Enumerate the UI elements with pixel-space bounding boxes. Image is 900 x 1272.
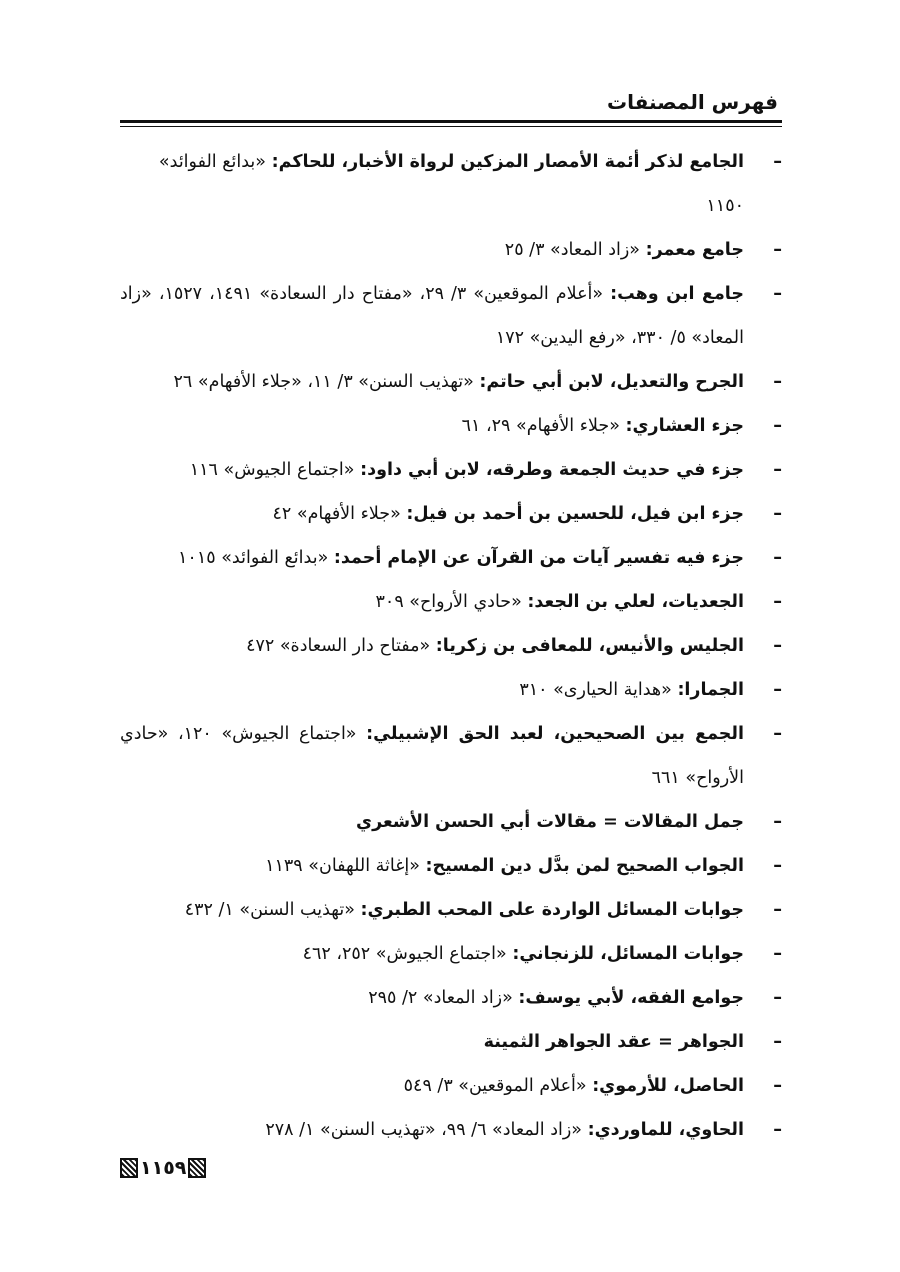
entry-dash: – xyxy=(773,900,782,920)
entry-refs: «إغاثة اللهفان» ١١٣٩ xyxy=(265,856,420,876)
entry-title: الجواهر = عقد الجواهر الثمينة xyxy=(483,1032,744,1052)
index-entry xyxy=(120,668,782,712)
entry-title: الجمع بين الصحيحين، لعبد الحق الإشبيلي: xyxy=(366,724,744,744)
entry-refs: «جلاء الأفهام» ٢٩، ٦١ xyxy=(461,416,620,436)
entry-refs: «بدائع الفوائد» ١١٥٠ xyxy=(158,152,744,216)
entry-refs: «أعلام الموقعين» ٣/ ٢٩، «مفتاح دار السعادة» ١٤٩١، ١٥٢٧، «زاد المعاد» ٥/ ٣٣٠، «رفع اليدين» ١٧٢ xyxy=(120,284,744,348)
entry-dash: – xyxy=(773,416,782,436)
entry-refs: «حادي الأرواح» ٣٠٩ xyxy=(375,592,522,612)
entry-title: جمل المقالات = مقالات أبي الحسن الأشعري xyxy=(356,812,744,832)
index-entry xyxy=(120,404,782,448)
page-number-block xyxy=(120,1155,206,1181)
entry-dash: – xyxy=(773,240,782,260)
entry-title: الجمارا: xyxy=(677,680,744,700)
entry-dash: – xyxy=(773,548,782,568)
entry-dash: – xyxy=(773,372,782,392)
entry-title: الجعديات، لعلي بن الجعد: xyxy=(527,592,744,612)
index-entry xyxy=(120,448,782,492)
entry-title: جوابات المسائل الواردة على المحب الطبري: xyxy=(360,900,744,920)
entry-title: الحاصل، للأرموي: xyxy=(592,1076,744,1096)
page-header xyxy=(120,88,782,127)
index-entry xyxy=(120,712,782,800)
entry-title: الحاوي، للماوردي: xyxy=(587,1120,744,1140)
entry-refs: «زاد المعاد» ٦/ ٩٩، «تهذيب السنن» ١/ ٢٧٨ xyxy=(265,1120,583,1140)
index-entry xyxy=(120,1064,782,1108)
index-entry xyxy=(120,1020,782,1064)
entry-dash: – xyxy=(773,724,782,744)
entry-refs: «مفتاح دار السعادة» ٤٧٢ xyxy=(246,636,431,656)
ornament-icon xyxy=(188,1158,206,1178)
entry-dash: – xyxy=(773,504,782,524)
index-entry xyxy=(120,536,782,580)
entry-refs: «هداية الحيارى» ٣١٠ xyxy=(519,680,672,700)
entry-refs: «زاد المعاد» ٣/ ٢٥ xyxy=(504,240,641,260)
index-entry xyxy=(120,976,782,1020)
entry-dash: – xyxy=(773,812,782,832)
entry-dash: – xyxy=(773,284,782,304)
entry-refs: «تهذيب السنن» ٣/ ١١، «جلاء الأفهام» ٢٦ xyxy=(173,372,474,392)
entry-refs: «زاد المعاد» ٢/ ٢٩٥ xyxy=(368,988,513,1008)
entry-dash: – xyxy=(773,1032,782,1052)
header-rule-thin xyxy=(120,126,782,127)
entry-refs: «اجتماع الجيوش» ١٢٠، «حادي الأرواح» ٦٦١ xyxy=(120,724,744,788)
entry-title: جامع معمر: xyxy=(645,240,744,260)
entry-dash: – xyxy=(773,152,782,172)
index-entry xyxy=(120,140,782,228)
entry-dash: – xyxy=(773,1120,782,1140)
index-entry xyxy=(120,932,782,976)
entry-title: جزء في حديث الجمعة وطرقه، لابن أبي داود: xyxy=(360,460,744,480)
index-entries xyxy=(120,140,782,1152)
entry-title: جزء العشاري: xyxy=(625,416,744,436)
entry-title: الجواب الصحيح لمن بدَّل دين المسيح: xyxy=(425,856,744,876)
index-entry xyxy=(120,580,782,624)
entry-refs: «أعلام الموقعين» ٣/ ٥٤٩ xyxy=(403,1076,587,1096)
index-entry xyxy=(120,228,782,272)
entry-title: جزء فيه تفسير آيات من القرآن عن الإمام أحمد: xyxy=(333,548,744,568)
entry-dash: – xyxy=(773,988,782,1008)
entry-title: الجرح والتعديل، لابن أبي حاتم: xyxy=(479,372,744,392)
index-entry xyxy=(120,272,782,360)
entry-title: الجليس والأنيس، للمعافى بن زكريا: xyxy=(435,636,744,656)
index-entry xyxy=(120,624,782,668)
entry-refs: «اجتماع الجيوش» ٢٥٢، ٤٦٢ xyxy=(302,944,507,964)
header-rule-thick xyxy=(120,120,782,123)
entry-refs: «جلاء الأفهام» ٤٢ xyxy=(272,504,401,524)
index-entry xyxy=(120,844,782,888)
index-entry xyxy=(120,888,782,932)
ornament-icon xyxy=(120,1158,138,1178)
entry-dash: – xyxy=(773,944,782,964)
entry-dash: – xyxy=(773,1076,782,1096)
entry-dash: – xyxy=(773,460,782,480)
entry-title: جوامع الفقه، لأبي يوسف: xyxy=(518,988,744,1008)
entry-dash: – xyxy=(773,636,782,656)
index-entry xyxy=(120,1108,782,1152)
entry-refs: «تهذيب السنن» ١/ ٤٣٢ xyxy=(184,900,355,920)
entry-title: جزء ابن فيل، للحسين بن أحمد بن فيل: xyxy=(406,504,744,524)
entry-dash: – xyxy=(773,680,782,700)
entry-dash: – xyxy=(773,592,782,612)
index-entry xyxy=(120,492,782,536)
entry-title: جامع ابن وهب: xyxy=(610,284,744,304)
entry-refs: «بدائع الفوائد» ١٠١٥ xyxy=(178,548,329,568)
entry-dash: – xyxy=(773,856,782,876)
entry-refs: «اجتماع الجيوش» ١١٦ xyxy=(189,460,355,480)
page-number: ١١٥٩ xyxy=(140,1157,187,1179)
entry-title: الجامع لذكر أئمة الأمصار المزكين لرواة الأخبار، للحاكم: xyxy=(271,152,744,172)
index-entry xyxy=(120,360,782,404)
running-title: فهرس المصنفات xyxy=(607,90,778,114)
entry-title: جوابات المسائل، للزنجاني: xyxy=(512,944,744,964)
index-entry xyxy=(120,800,782,844)
